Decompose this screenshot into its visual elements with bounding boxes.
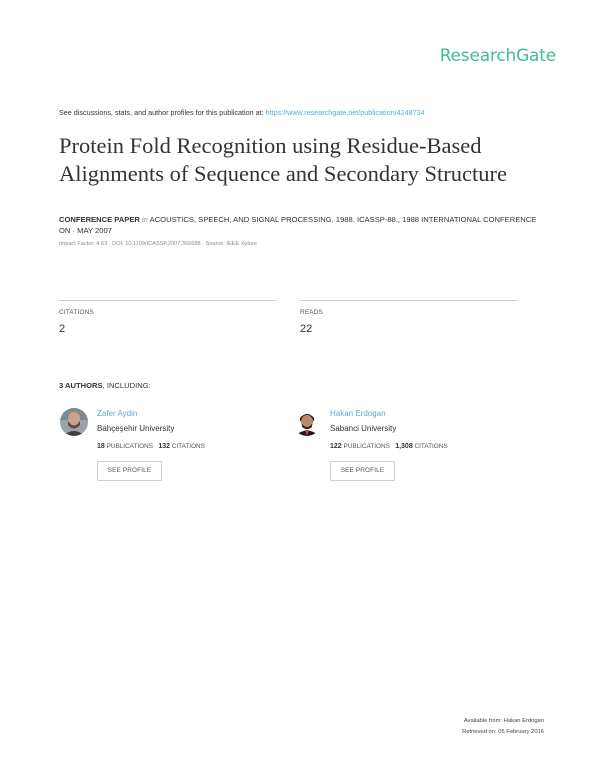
authors-heading — [59, 381, 151, 390]
retrieved-on: Retrieved on: 05 February 2016 — [462, 729, 544, 735]
author-photo-icon — [293, 408, 321, 436]
author-stats — [97, 443, 205, 450]
author-publications-label: PUBLICATIONS — [106, 443, 153, 450]
author-citations-count: 1,308 — [395, 443, 413, 450]
author-photo-icon — [60, 408, 88, 436]
citations-value: 2 — [59, 323, 66, 335]
author-publications-count: 122 — [330, 443, 342, 450]
authors-count: 3 AUTHORS — [59, 381, 103, 390]
see-profile-button[interactable]: SEE PROFILE — [97, 461, 162, 481]
author-avatar[interactable] — [60, 408, 88, 436]
author-institution: Sabanci University — [330, 424, 397, 433]
author-citations-label: CITATIONS — [414, 443, 448, 450]
author-publications-label: PUBLICATIONS — [343, 443, 390, 450]
venue-text: ACOUSTICS, SPEECH, AND SIGNAL PROCESSING, 1988. ICASSP-88., 1988 INTERNATIONAL CONFERENCE ON · MAY 2007 — [59, 215, 537, 235]
publication-type-label: CONFERENCE PAPER — [59, 215, 140, 224]
author-citations-label: CITATIONS — [171, 443, 205, 450]
impact-doi-line: Impact Factor: 4.63 · DOI: 10.1109/ICASSP.2007.366688 · Source: IEEE Xplore — [59, 241, 257, 247]
citations-label: CITATIONS — [59, 309, 94, 316]
discussion-text: See discussions, stats, and author profiles for this publication at: — [59, 108, 264, 117]
publication-title: Protein Fold Recognition using Residue-Based Alignments of Sequence and Secondary Structure — [59, 133, 508, 186]
see-profile-button[interactable]: SEE PROFILE — [330, 461, 395, 481]
author-stats — [330, 443, 448, 450]
author-name-link[interactable]: Zafer Aydin — [97, 409, 138, 418]
publication-link[interactable]: https://www.researchgate.net/publication/4248734 — [265, 108, 425, 117]
discussion-note — [59, 108, 425, 117]
author-institution: Bahçeşehir University — [97, 424, 175, 433]
author-name-link[interactable]: Hakan Erdogan — [330, 409, 386, 418]
reads-label: READS — [300, 309, 324, 316]
reads-value: 22 — [300, 323, 313, 335]
venue-in-label: in — [142, 215, 148, 224]
citations-divider — [59, 300, 276, 301]
author-citations-count: 132 — [158, 443, 170, 450]
available-from: Available from: Hakan Erdogan — [463, 718, 544, 724]
author-avatar[interactable] — [293, 408, 321, 436]
authors-suffix: , INCLUDING: — [102, 381, 151, 390]
publication-venue-line — [59, 214, 539, 236]
researchgate-logo[interactable]: ResearchGate — [439, 46, 556, 66]
author-publications-count: 18 — [97, 443, 105, 450]
reads-divider — [300, 300, 517, 301]
